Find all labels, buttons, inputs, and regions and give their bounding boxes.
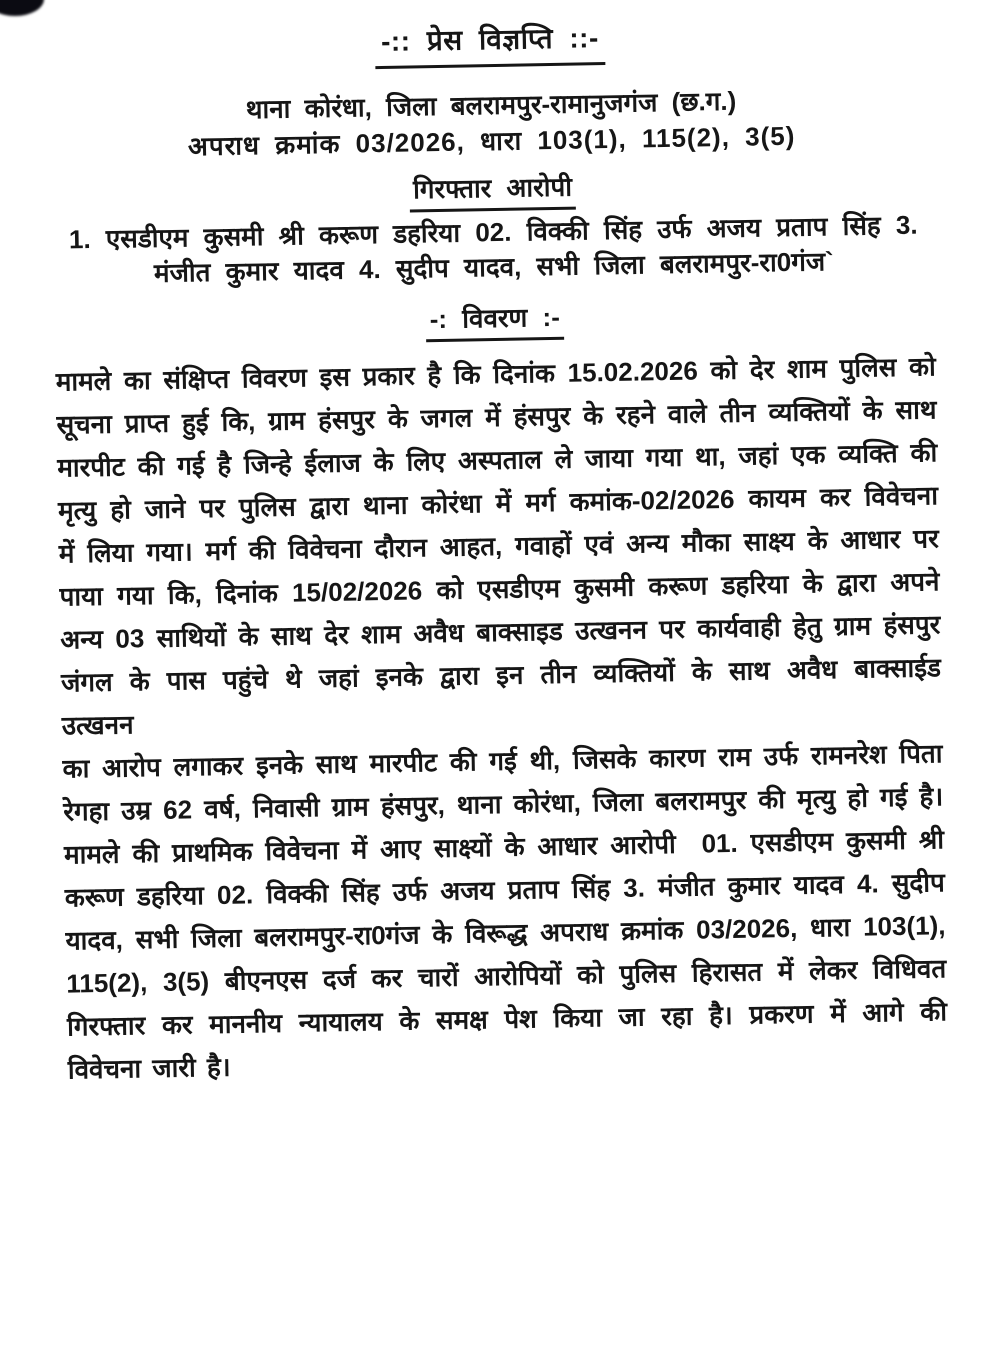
arrested-accused-heading: गिरफ्तार आरोपी xyxy=(409,168,577,213)
title-row xyxy=(0,11,987,75)
case-details-paragraph xyxy=(0,344,994,1092)
paragraph-line: जंगल के पास पहुंचे थे जहां इनके द्वारा इन तीन व्यक्तियों के साथ अवैध बाक्साईड उत्खनन xyxy=(60,652,942,741)
details-heading-row xyxy=(0,290,992,349)
arrested-accused-line-1: 1. एसडीएम कुसमी श्री करूण डहरिया 02. विक्की सिंह उर्फ अजय प्रताप सिंह 3. xyxy=(68,209,918,255)
paragraph-line: करूण डहरिया 02. विक्की सिंह उर्फ अजय प्रताप सिंह 3. मंजीत कुमार यादव 4. सुदीप xyxy=(64,867,945,913)
document-title: -:: प्रेस विज्ञप्ति ::- xyxy=(375,18,606,69)
paragraph-line: मामले की प्राथमिक विवेचना में आए साक्ष्यों के आधार आरोपी 01. एसडीएम कुसमी श्री xyxy=(63,824,945,870)
arrested-accused-line-2: मंजीत कुमार यादव 4. सुदीप यादव, सभी जिला बलरामपुर-रा0गंज` xyxy=(153,246,835,288)
paragraph-line: विवेचना जारी है। xyxy=(67,1051,231,1085)
paragraph-line: पाया गया कि, दिनांक 15/02/2026 को एसडीएम कुसमी करूण डहरिया के द्वारा अपने xyxy=(59,566,940,612)
paragraph-line: गिरफ्तार कर माननीय न्यायालय के समक्ष पेश किया जा रहा है। प्रकरण में आगे की xyxy=(66,996,948,1042)
police-station-line: थाना कोरंधा, जिला बलरामपुर-रामानुजगंज (छ.ग.) xyxy=(245,85,737,125)
paragraph-line: यादव, सभी जिला बलरामपुर-रा0गंज के विरूद्ध अपराध क्रमांक 03/2026, धारा 103(1), xyxy=(65,910,946,956)
paragraph-line: मामले का संक्षिप्त विवरण इस प्रकार है कि दिनांक 15.02.2026 को देर शाम पुलिस को xyxy=(55,351,936,397)
paragraph-line: रेगहा उम्र 62 वर्ष, निवासी ग्राम हंसपुर, थाना कोरंधा, जिला बलरामपुर की मृत्यु हो गई है। xyxy=(63,781,944,827)
details-heading: -: विवरण :- xyxy=(425,298,564,342)
paragraph-line: 115(2), 3(5) बीएनएस दर्ज कर चारों आरोपियों को पुलिस हिरासत में लेकर विधिवत xyxy=(66,953,947,999)
crime-number-line: अपराध क्रमांक 03/2026, धारा 103(1), 115(2), 3(5) xyxy=(187,120,796,162)
paragraph-line: में लिया गया। मर्ग की विवेचना दौरान आहत, गवाहों एवं अन्य मौका साक्ष्य के आधार पर xyxy=(58,523,939,569)
paragraph-line: सूचना प्राप्त हुई कि, ग्राम हंसपुर के जगल में हंसपुर के रहने वाले तीन व्यक्तियों के साथ xyxy=(56,394,937,440)
paragraph-line: मारपीट की गई है जिन्हे ईलाज के लिए अस्पताल ले जाया गया था, जहां एक व्यक्ति की xyxy=(57,437,938,483)
paragraph-line: का आरोप लगाकर इनके साथ मारपीट की गई थी, जिसके कारण राम उर्फ रामनरेश पिता xyxy=(62,738,943,784)
document-content xyxy=(0,11,994,1092)
paragraph-line: मृत्यु हो जाने पर पुलिस द्वारा थाना कोरंधा में मर्ग कमांक-02/2026 कायम कर विवेचना xyxy=(57,480,939,526)
paragraph-line: अन्य 03 साथियों के साथ देर शाम अवैध बाक्साइड उत्खनन पर कार्यवाही हेतु ग्राम हंसपुर xyxy=(60,609,941,655)
scan-corner-artifact xyxy=(0,0,44,16)
